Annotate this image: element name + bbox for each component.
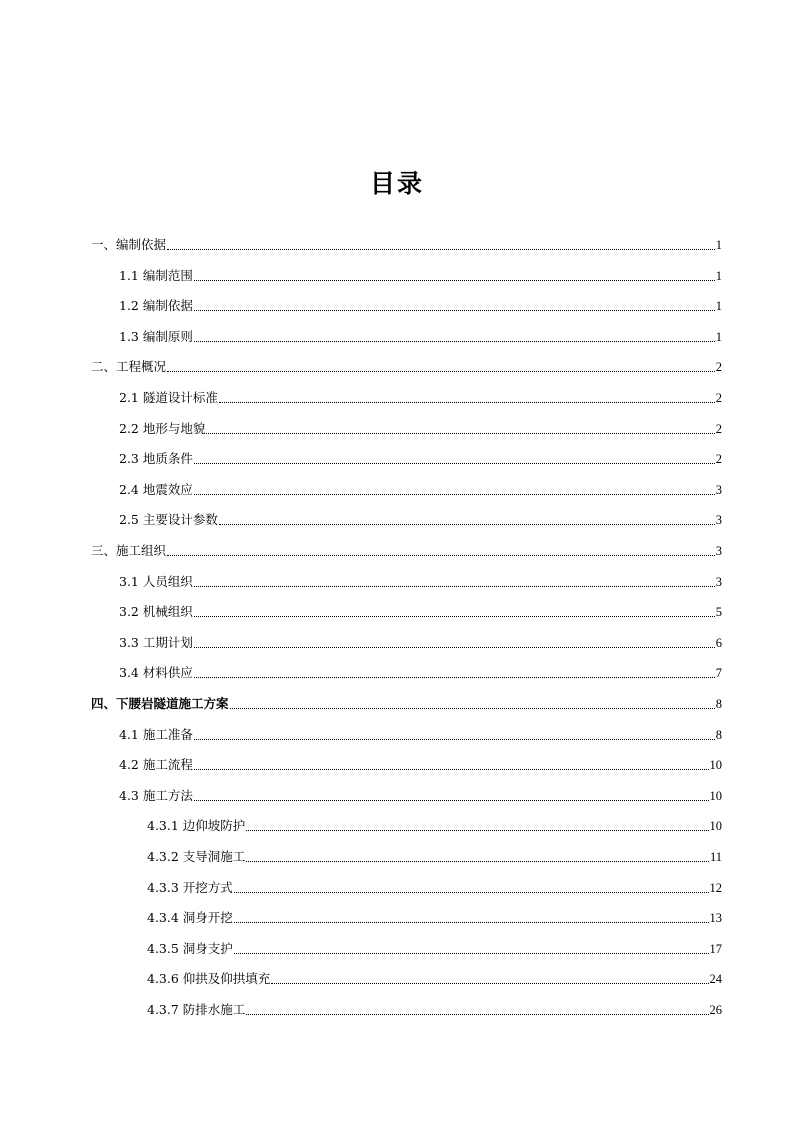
toc-entry-page-number: 1 <box>715 329 722 344</box>
toc-entry[interactable] <box>119 570 722 590</box>
toc-entry[interactable] <box>147 998 722 1018</box>
toc-entry-label: 4.3.3 开挖方式 <box>147 879 233 895</box>
toc-entry-label: 1.3 编制原则 <box>119 328 193 344</box>
toc-entry-page-number: 24 <box>709 972 722 987</box>
toc-entry-label: 四、下腰岩隧道施工方案 <box>91 696 229 711</box>
toc-dot-leader <box>246 1013 708 1015</box>
page-title: 目录 <box>369 169 424 198</box>
toc-entry[interactable] <box>91 355 722 375</box>
toc-entry[interactable] <box>91 692 722 712</box>
toc-entry-label: 4.3.2 支导洞施工 <box>147 849 246 864</box>
toc-entry-page-number: 10 <box>709 758 722 773</box>
toc-entry-page-number: 6 <box>715 635 722 650</box>
toc-entry-page-number: 1 <box>715 238 722 252</box>
toc-entry-label: 4.3.6 仰拱及仰拱填充 <box>147 971 271 987</box>
toc-entry-label: 4.3.4 洞身开挖 <box>147 910 233 926</box>
toc-entry-label: 4.3.5 洞身支护 <box>147 940 233 956</box>
toc-entry-label: 2.4 地震效应 <box>119 481 193 497</box>
toc-entry-page-number: 8 <box>715 697 722 711</box>
toc-dot-leader <box>194 279 715 281</box>
toc-dot-leader <box>206 432 714 434</box>
toc-dot-leader <box>194 738 715 740</box>
toc-entry-label: 4.3.7 防排水施工 <box>147 1002 246 1017</box>
toc-entry-page-number: 2 <box>715 360 722 375</box>
toc-entry[interactable] <box>91 233 722 253</box>
toc-entry[interactable] <box>147 876 722 896</box>
toc-dot-leader <box>219 401 715 403</box>
toc-entry-page-number: 3 <box>715 544 722 558</box>
toc-entry[interactable] <box>119 447 722 467</box>
toc-entry-page-number: 10 <box>709 819 722 834</box>
toc-dot-leader <box>246 860 709 862</box>
toc-entry[interactable] <box>119 661 722 681</box>
toc-entry-label: 3.3 工期计划 <box>119 634 193 650</box>
toc-entry[interactable] <box>147 937 722 957</box>
toc-entry-label: 2.2 地形与地貌 <box>119 420 206 436</box>
toc-dot-leader <box>234 952 709 954</box>
toc-entry-page-number: 3 <box>715 482 722 497</box>
toc-entry-label: 2.1 隧道设计标准 <box>119 390 218 405</box>
toc-entry-page-number: 10 <box>709 788 722 803</box>
toc-entry[interactable] <box>119 723 722 743</box>
toc-entry-page-number: 1 <box>715 299 722 314</box>
toc-entry[interactable] <box>119 478 722 498</box>
toc-entry[interactable] <box>147 967 722 987</box>
toc-entry-label: 3.1 人员组织 <box>119 573 193 589</box>
toc-dot-leader <box>230 707 715 709</box>
toc-entry-label: 3.4 材料供应 <box>119 665 193 681</box>
toc-dot-leader <box>167 554 715 556</box>
toc-dot-leader <box>194 462 715 464</box>
toc-dot-leader <box>194 615 715 617</box>
toc-entry[interactable] <box>119 386 722 406</box>
toc-dot-leader <box>194 646 715 648</box>
toc-entry[interactable] <box>147 814 722 834</box>
toc-entry-page-number: 12 <box>709 880 722 895</box>
toc-entry[interactable] <box>147 845 722 865</box>
toc-entry[interactable] <box>147 906 722 926</box>
toc-dot-leader <box>219 523 715 525</box>
toc-dot-leader <box>246 829 708 831</box>
toc-dot-leader <box>167 248 715 250</box>
toc-entry[interactable] <box>119 417 722 437</box>
toc-dot-leader <box>194 585 715 587</box>
toc-entry-label: 3.2 机械组织 <box>119 604 193 620</box>
toc-entry[interactable] <box>119 508 722 528</box>
toc-dot-leader <box>271 982 708 984</box>
toc-entry-label: 三、施工组织 <box>91 543 167 558</box>
toc-entry[interactable] <box>119 264 722 284</box>
toc-entry[interactable] <box>119 294 722 314</box>
toc-entry-label: 4.3.1 边仰坡防护 <box>147 818 246 834</box>
toc-dot-leader <box>167 370 715 372</box>
toc-entry-page-number: 2 <box>715 391 722 405</box>
toc-dot-leader <box>194 799 709 801</box>
toc-entry-page-number: 13 <box>709 911 722 926</box>
toc-entry-page-number: 5 <box>715 605 722 620</box>
toc-entry[interactable] <box>119 600 722 620</box>
toc-entry-page-number: 3 <box>715 574 722 589</box>
toc-entry-label: 1.2 编制依据 <box>119 298 193 314</box>
toc-entry-page-number: 2 <box>715 421 722 436</box>
toc-dot-leader <box>194 340 715 342</box>
toc-entry-page-number: 1 <box>715 268 722 283</box>
toc-entry-page-number: 26 <box>709 1003 722 1017</box>
toc-entry-label: 1.1 编制范围 <box>119 267 193 283</box>
toc-dot-leader <box>194 768 709 770</box>
toc-entry-page-number: 7 <box>715 666 722 681</box>
toc-entry-label: 2.3 地质条件 <box>119 451 193 467</box>
toc-entry-page-number: 3 <box>715 513 722 528</box>
toc-entry-label: 4.2 施工流程 <box>119 757 193 773</box>
toc-entry-page-number: 2 <box>715 452 722 467</box>
toc-entry[interactable] <box>119 753 722 773</box>
toc-entry[interactable] <box>119 325 722 345</box>
toc-entry-page-number: 11 <box>709 850 722 864</box>
toc-entry-label: 4.1 施工准备 <box>119 726 193 742</box>
toc-entry-label: 一、编制依据 <box>91 237 167 252</box>
toc-dot-leader <box>194 676 715 678</box>
toc-entry-label: 2.5 主要设计参数 <box>119 512 218 528</box>
toc-entry[interactable] <box>91 539 722 559</box>
toc-dot-leader <box>234 921 709 923</box>
toc-dot-leader <box>234 891 709 893</box>
toc-dot-leader <box>194 493 715 495</box>
toc-entry[interactable] <box>119 631 722 651</box>
toc-entry-page-number: 17 <box>709 941 722 956</box>
toc-dot-leader <box>194 309 715 311</box>
toc-entry-page-number: 8 <box>715 727 722 742</box>
toc-entry-label: 4.3 施工方法 <box>119 787 193 803</box>
toc-entry-label: 二、工程概况 <box>91 359 167 375</box>
toc-entry[interactable] <box>119 784 722 804</box>
